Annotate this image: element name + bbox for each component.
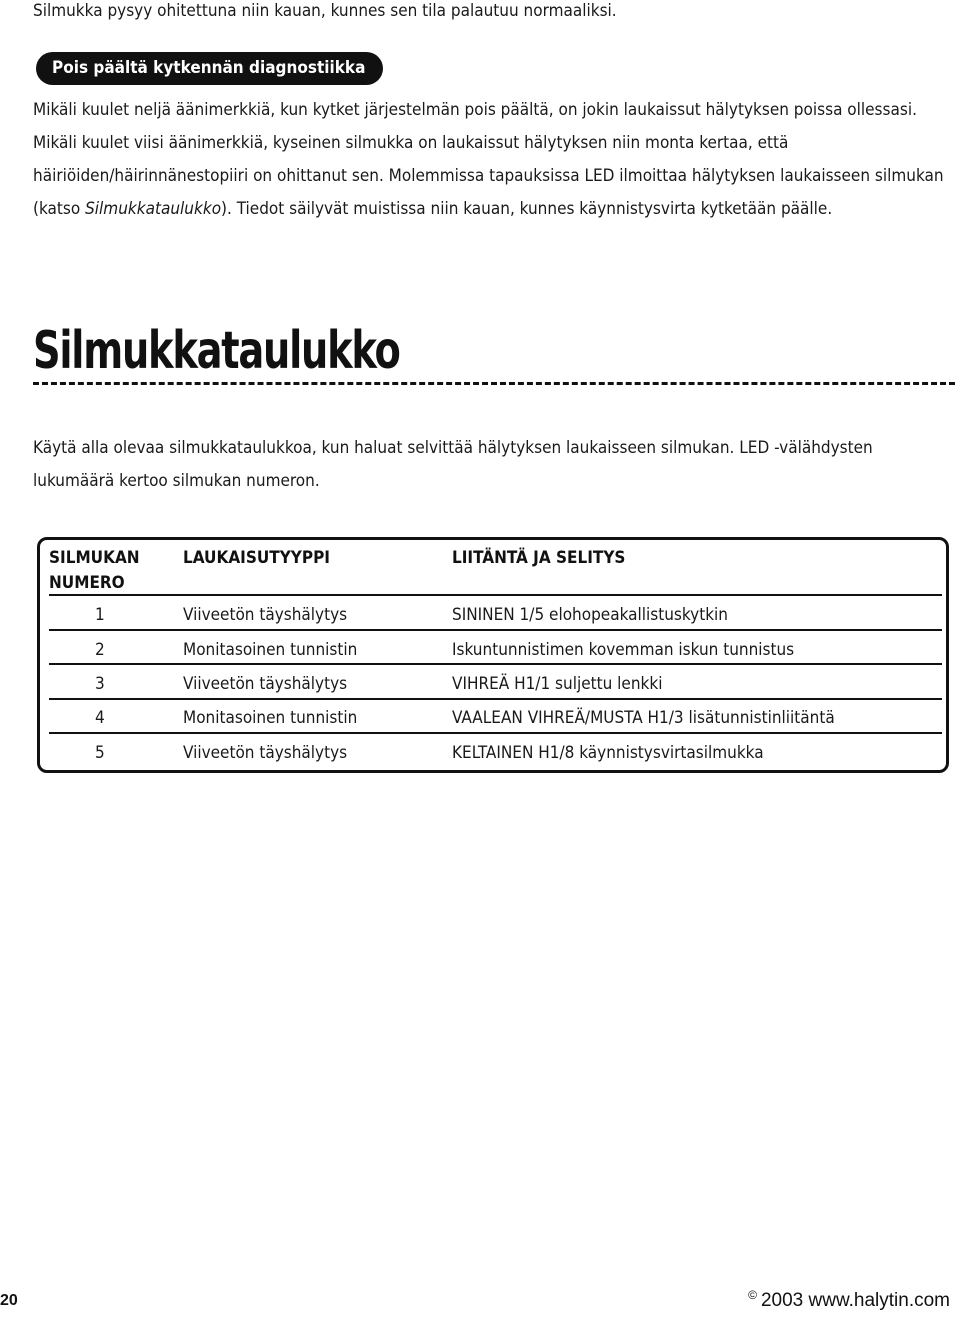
diagnostics-paragraph — [33, 94, 948, 226]
table-rule — [49, 732, 942, 734]
page-number: 20 — [0, 1292, 18, 1309]
connection-description: VAALEAN VIHREÄ/MUSTA H1/3 lisätunnistinliitäntä — [452, 708, 835, 728]
table-rule — [49, 698, 942, 700]
loop-number: 4 — [95, 708, 105, 728]
copyright-text: 2003 www.halytin.com — [760, 1290, 950, 1311]
header-connection: LIITÄNTÄ JA SELITYS — [452, 548, 626, 568]
loop-table — [37, 537, 949, 773]
copyright-symbol: © — [748, 1288, 757, 1302]
table-rule — [49, 663, 942, 665]
header-loop-number: SILMUKAN NUMERO — [49, 548, 140, 593]
table-rule — [49, 629, 942, 631]
diagnostics-text-2: ). Tiedot säilyvät muistissa niin kauan, kunnes käynnistysvirta kytketään päälle. — [221, 199, 833, 219]
loop-number: 2 — [95, 640, 105, 660]
section-divider — [33, 382, 955, 385]
loop-number: 3 — [95, 674, 105, 694]
copyright — [748, 1288, 950, 1312]
table-row — [40, 599, 946, 632]
section-title: Silmukkataulukko — [33, 321, 400, 381]
trigger-type: Viiveetön täyshälytys — [183, 605, 348, 625]
table-row — [40, 668, 946, 701]
table-row — [40, 702, 946, 735]
connection-description: Iskuntunnistimen kovemman iskun tunnistus — [452, 640, 795, 660]
loop-number: 5 — [95, 743, 105, 763]
connection-description: KELTAINEN H1/8 käynnistysvirtasilmukka — [452, 743, 764, 763]
diagnostics-text-1: Mikäli kuulet neljä äänimerkkiä, kun kytket järjestelmän pois päältä, on jokin laukaissut hälytyksen poissa ollessasi. Mikäli kuulet viisi äänimerkkiä, kyseinen silmukka on laukaissut hälytyksen niin monta kertaa, että häiriöiden/häirinnänestopiiri on ohittanut sen. Molemmissa tapauksissa LED ilmoittaa hälytyksen laukaisseen silmukan (katso — [33, 100, 944, 219]
table-row — [40, 737, 946, 770]
trigger-type: Viiveetön täyshälytys — [183, 743, 348, 763]
section-intro: Käytä alla olevaa silmukkataulukkoa, kun haluat selvittää hälytyksen laukaisseen silmukan. LED -välähdysten lukumäärä kertoo silmukan numeron. — [33, 438, 873, 491]
header-trigger-type: LAUKAISUTYYPPI — [183, 548, 330, 568]
table-reference: Silmukkataulukko — [85, 199, 222, 219]
connection-description: VIHREÄ H1/1 suljettu lenkki — [452, 674, 663, 694]
diagnostics-heading: Pois päältä kytkennän diagnostiikka — [36, 52, 383, 85]
connection-description: SININEN 1/5 elohopeakallistuskytkin — [452, 605, 728, 625]
loop-number: 1 — [95, 605, 105, 625]
trigger-type: Viiveetön täyshälytys — [183, 674, 348, 694]
intro-paragraph: Silmukka pysyy ohitettuna niin kauan, kunnes sen tila palautuu normaaliksi. — [33, 1, 617, 21]
table-rule — [49, 594, 942, 596]
trigger-type: Monitasoinen tunnistin — [183, 708, 358, 728]
trigger-type: Monitasoinen tunnistin — [183, 640, 358, 660]
